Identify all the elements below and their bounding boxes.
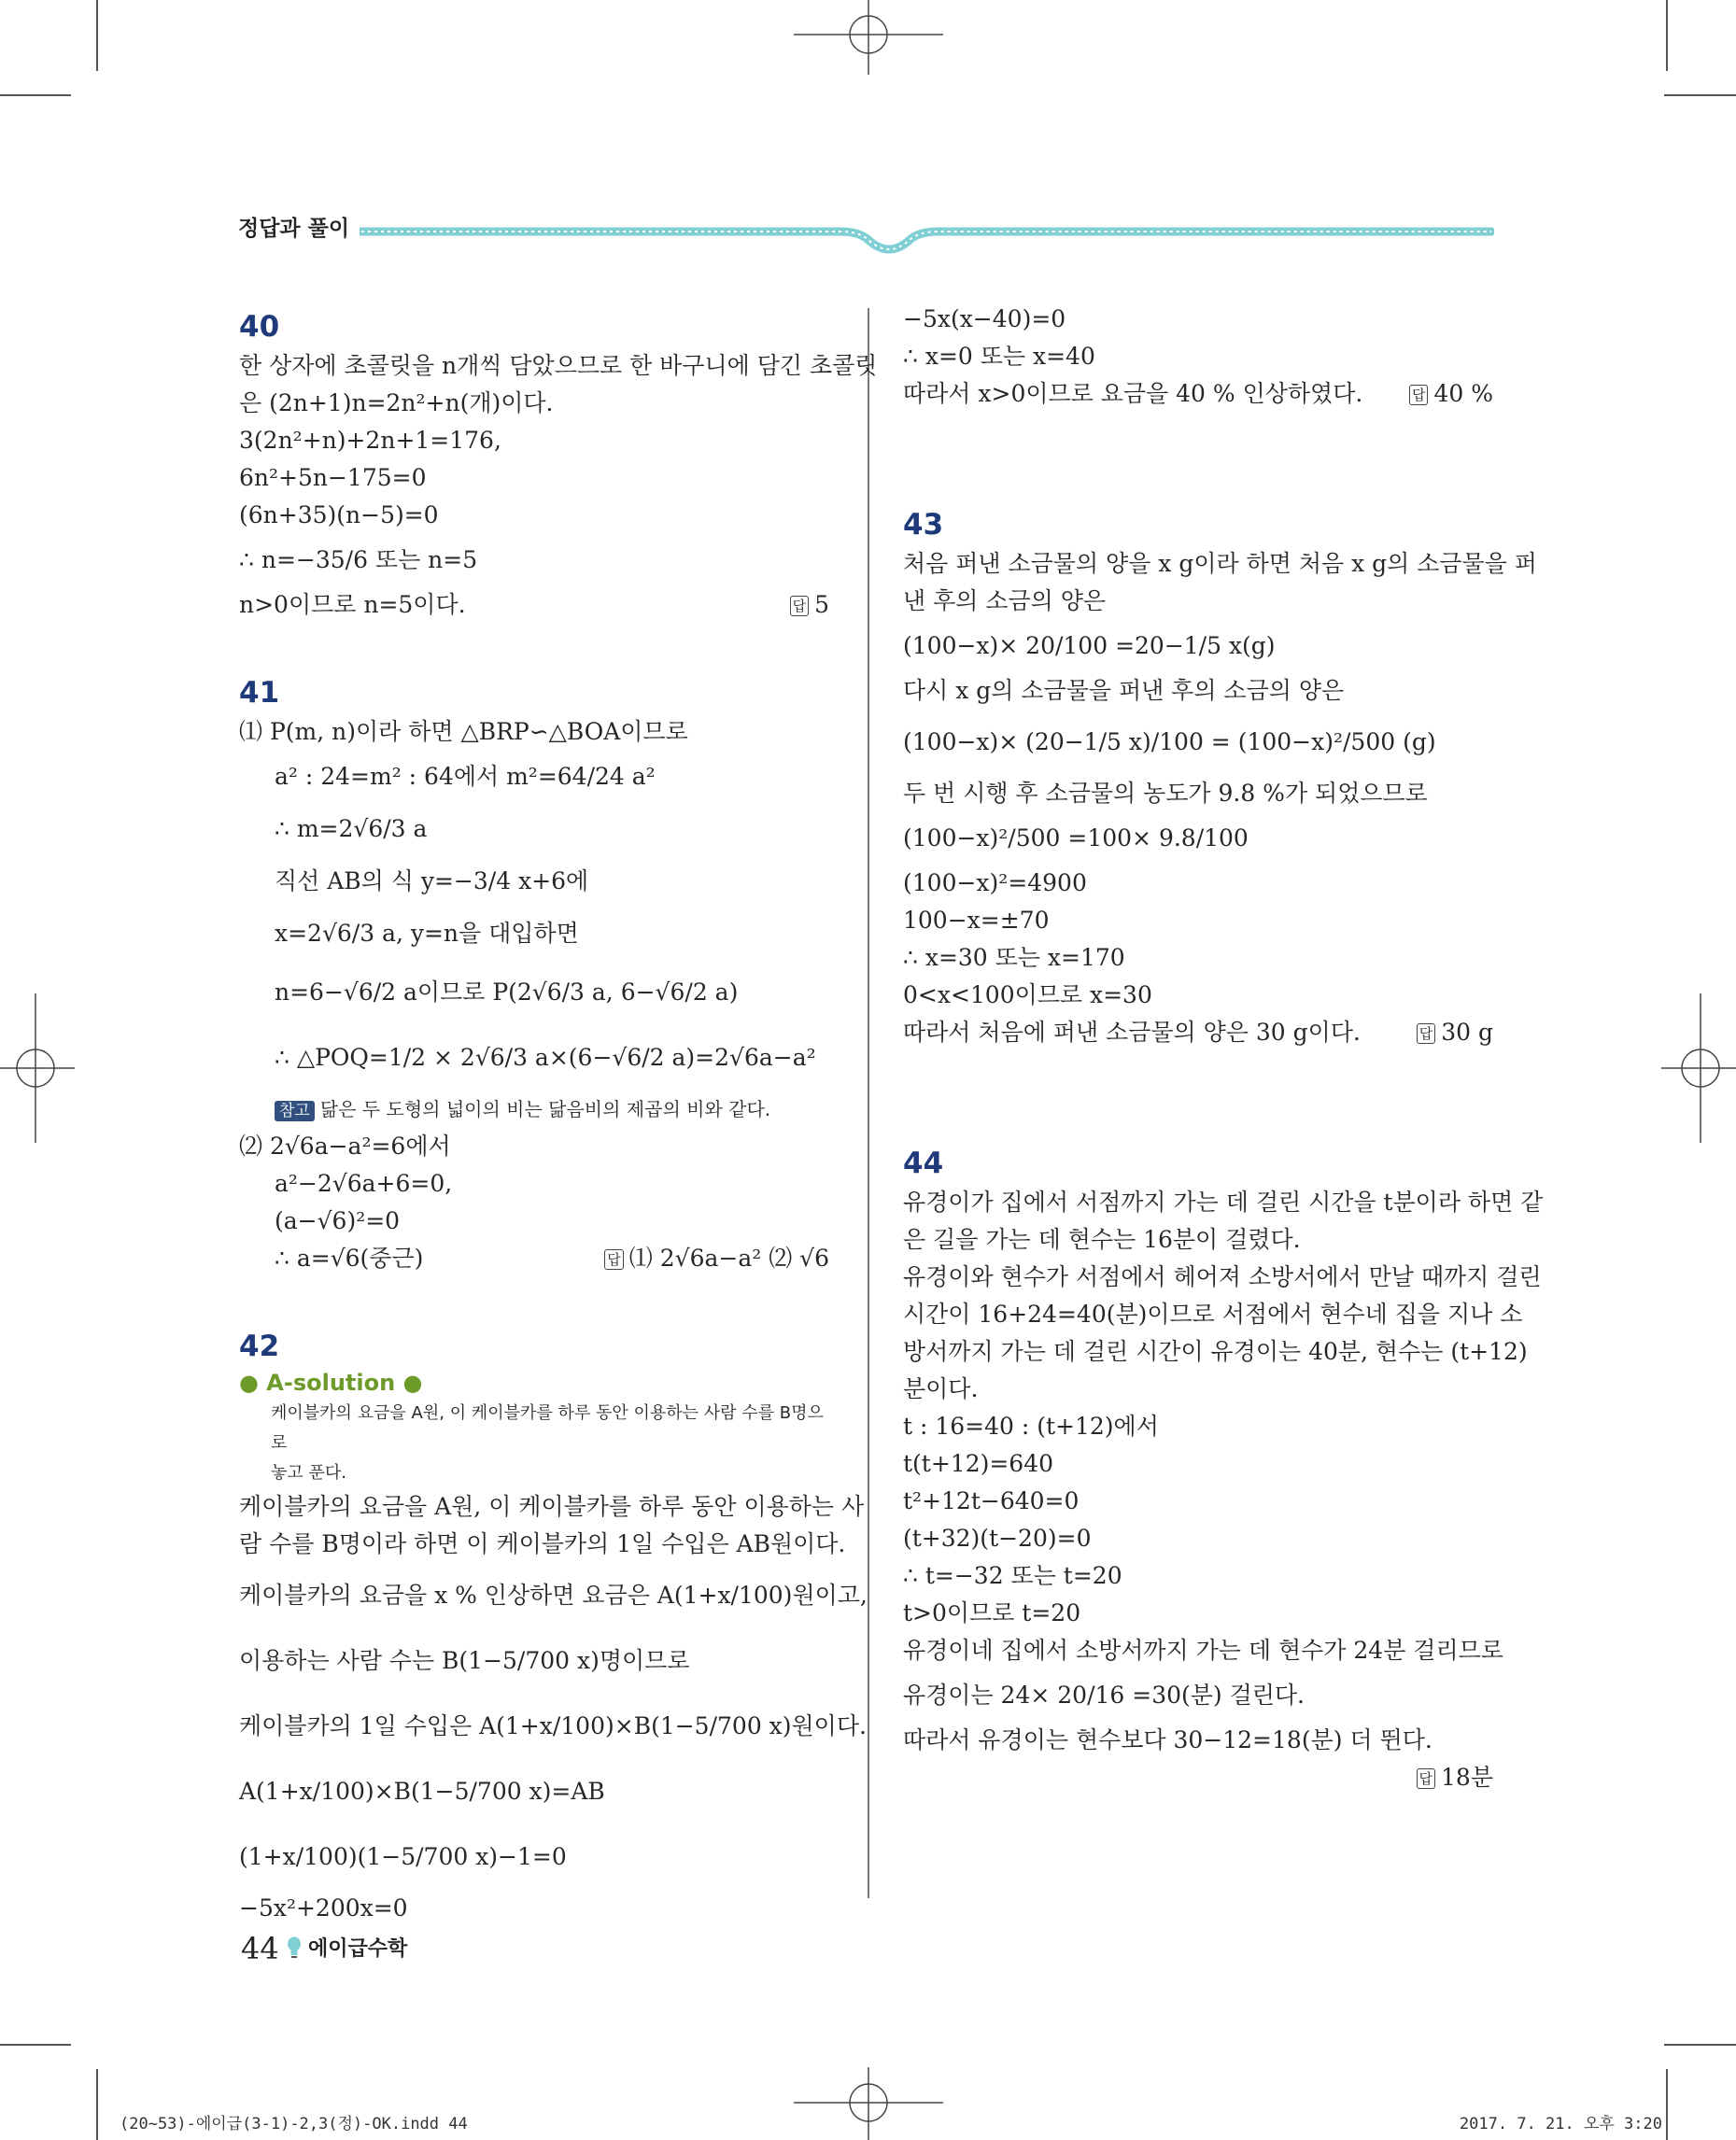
solution-text: 람 수를 B명이라 하면 이 케이블카의 1일 수입은 AB원이다. — [239, 1530, 846, 1557]
right-column — [903, 301, 1544, 1796]
solution-text: 케이블카의 1일 수입은 A(1+x/100)×B(1−5/700 x)원이다. — [239, 1712, 867, 1739]
column-divider — [868, 308, 869, 1898]
spacer — [903, 1051, 1493, 1094]
solution-text: 시간이 16+24=40(분)이므로 서점에서 현수네 집을 지나 소 — [903, 1301, 1523, 1328]
solution-text: 따라서 유경이는 현수보다 30−12=18(분) 더 뛴다. — [903, 1726, 1433, 1753]
solution-line — [239, 751, 829, 803]
solution-text: n>0이므로 n=5이다. — [239, 591, 466, 618]
solution-line — [903, 1557, 1493, 1595]
note-badge: 참고 — [275, 1101, 315, 1121]
answer-mark: 답 — [790, 596, 810, 616]
solution-line — [239, 1165, 829, 1203]
spacer — [239, 624, 829, 667]
answer-mark: 답 — [1409, 385, 1429, 405]
solution-text: t>0이므로 t=20 — [903, 1599, 1081, 1626]
crop-mark — [1666, 0, 1668, 71]
solution-text: ⑴ P(m, n)이라 하면 △BRP∽△BOA이므로 — [239, 718, 688, 745]
solution-line — [239, 855, 829, 908]
solution-text: ∴ t=−32 또는 t=20 — [903, 1562, 1122, 1589]
solution-line — [903, 812, 1493, 865]
solution-text: 따라서 x>0이므로 요금을 40 % 인상하였다. — [903, 380, 1363, 407]
registration-mark — [794, 2067, 943, 2140]
spacer — [903, 413, 1493, 456]
solution-text: ∴ a=√6(중근) — [275, 1245, 424, 1272]
solution-line — [903, 1445, 1493, 1483]
solution-text: (t+32)(t−20)=0 — [903, 1525, 1092, 1552]
solution-line — [903, 775, 1493, 812]
solution-text: 직선 AB의 식 y=−3/4 x+6에 — [275, 867, 589, 894]
solution-line — [903, 545, 1537, 583]
answer-mark: 답 — [1417, 1768, 1436, 1789]
solution-line — [903, 1632, 1503, 1669]
crop-mark — [0, 94, 71, 96]
crop-mark — [1666, 2069, 1668, 2140]
solution-line — [903, 1296, 1523, 1333]
question-number: 44 — [903, 1147, 944, 1180]
header-title: 정답과 풀이 — [238, 217, 350, 241]
solution-text: A(1+x/100)×B(1−5/700 x)=AB — [239, 1778, 605, 1805]
solution-text: (100−x)× (20−1/5 x)/100 = (100−x)²/500 (g) — [903, 728, 1436, 755]
solution-text: 이용하는 사람 수는 B(1−5/700 x)명이므로 — [239, 1647, 690, 1674]
page-number: 44 — [241, 1931, 279, 1966]
solution-text: 0<x<100이므로 x=30 — [903, 981, 1152, 1008]
a-solution-text: 놓고 푼다. — [271, 1463, 346, 1483]
solution-line — [903, 902, 1493, 939]
solution-line — [903, 1014, 1493, 1051]
answer-mark: 답 — [1417, 1023, 1436, 1044]
crop-mark — [1664, 94, 1736, 96]
solution-line — [903, 977, 1493, 1014]
solution-text: 3(2n²+n)+2n+1=176, — [239, 427, 501, 454]
solution-text: (6n+35)(n−5)=0 — [239, 501, 439, 528]
solution-text: 유경이가 집에서 서점까지 가는 데 걸린 시간을 t분이라 하면 같 — [903, 1189, 1544, 1216]
solution-text: 은 길을 가는 데 현수는 16분이 걸렸다. — [903, 1226, 1301, 1253]
slug-file: (20~53)-에이급(3-1)-2,3(정)-OK.indd 44 — [120, 2115, 468, 2133]
spacer — [239, 1277, 829, 1320]
solution-text: 분이다. — [903, 1375, 979, 1402]
solution-text: 케이블카의 요금을 A원, 이 케이블카를 하루 동안 이용하는 사 — [239, 1493, 865, 1520]
solution-line — [903, 1520, 1493, 1557]
solution-text: −5x(x−40)=0 — [903, 305, 1066, 332]
crop-mark — [96, 2069, 98, 2140]
solution-line — [239, 1890, 829, 1927]
solution-line — [239, 422, 829, 459]
solution-line — [903, 375, 1493, 413]
answer-value: 18분 — [1441, 1764, 1493, 1791]
solution-line — [239, 586, 829, 624]
solution-line — [239, 1488, 865, 1526]
registration-mark — [794, 0, 943, 75]
solution-text: ⑵ 2√6a−a²=6에서 — [239, 1133, 451, 1160]
solution-line — [239, 1628, 829, 1694]
solution-text: −5x²+200x=0 — [239, 1894, 408, 1922]
registration-mark — [1661, 993, 1736, 1143]
solution-line — [239, 1203, 829, 1240]
solution-line — [239, 385, 829, 422]
solution-text: 은 (2n+1)n=2n²+n(개)이다. — [239, 389, 554, 416]
solution-line — [239, 1563, 868, 1628]
solution-text: x=2√6/3 a, y=n을 대입하면 — [275, 920, 579, 947]
solution-text: (1+x/100)(1−5/700 x)−1=0 — [239, 1843, 567, 1870]
solution-line — [903, 1483, 1493, 1520]
solution-line — [903, 672, 1493, 710]
solution-text: 방서까지 가는 데 걸린 시간이 유경이는 40분, 현수는 (t+12) — [903, 1338, 1528, 1365]
crop-mark — [1664, 2044, 1736, 2046]
answer-value: ⑴ 2√6a−a² ⑵ √6 — [628, 1245, 829, 1272]
answer-value: 5 — [814, 591, 829, 618]
solution-text: t(t+12)=640 — [903, 1450, 1054, 1477]
solution-line — [239, 1759, 829, 1824]
solution-text: 유경이와 현수가 서점에서 헤어져 소방서에서 만날 때까지 걸린 — [903, 1263, 1542, 1290]
solution-line — [903, 1669, 1493, 1722]
solution-line — [239, 534, 829, 586]
solution-line — [903, 583, 1493, 620]
solution-text: 처음 퍼낸 소금물의 양을 x g이라 하면 처음 x g의 소금물을 퍼 — [903, 550, 1537, 577]
spacer — [903, 1094, 1493, 1137]
solution-text: ∴ x=30 또는 x=170 — [903, 944, 1125, 971]
question-number: 43 — [903, 508, 944, 542]
solution-text: a²−2√6a+6=0, — [275, 1170, 453, 1197]
solution-line — [903, 1221, 1493, 1259]
solution-line — [239, 1128, 829, 1165]
solution-text: 한 상자에 초콜릿을 n개씩 담았으므로 한 바구니에 담긴 초콜릿 — [239, 352, 878, 379]
answer — [1409, 375, 1493, 413]
solution-line — [903, 1184, 1544, 1221]
solution-line — [903, 865, 1493, 902]
left-column — [239, 301, 878, 1927]
solution-text: (100−x)²=4900 — [903, 869, 1087, 896]
slug-timestamp: 2017. 7. 21. 오후 3:20 — [1459, 2115, 1662, 2133]
solution-text: 6n²+5n−175=0 — [239, 464, 427, 491]
question-number: 41 — [239, 676, 280, 710]
solution-line — [239, 908, 829, 960]
solution-line — [239, 1240, 829, 1277]
solution-line — [239, 1694, 867, 1759]
solution-line — [239, 497, 829, 534]
note-text: 닮은 두 도형의 넓이의 비는 닮음비의 제곱의 비와 같다. — [319, 1098, 771, 1120]
solution-line — [903, 301, 1493, 338]
question-number: 40 — [239, 310, 280, 344]
solution-line — [903, 338, 1493, 375]
solution-text: 유경이는 24× 20/16 =30(분) 걸린다. — [903, 1682, 1306, 1709]
solution-text: ∴ n=−35/6 또는 n=5 — [239, 546, 478, 573]
question-number: 42 — [239, 1330, 280, 1363]
solution-line — [903, 1259, 1542, 1296]
solution-text: 유경이네 집에서 소방서까지 가는 데 현수가 24분 걸리므로 — [903, 1637, 1503, 1664]
solution-line — [239, 1025, 829, 1091]
solution-line — [239, 803, 829, 855]
solution-text: (100−x)²/500 =100× 9.8/100 — [903, 824, 1249, 852]
solution-text: 낸 후의 소금의 양은 — [903, 587, 1107, 614]
answer-value: 30 g — [1441, 1019, 1493, 1046]
solution-text: ∴ △POQ=1/2 × 2√6/3 a×(6−√6/2 a)=2√6a−a² — [275, 1044, 816, 1071]
registration-mark — [0, 993, 75, 1143]
solution-line — [903, 620, 1493, 672]
lightbulb-icon — [286, 1936, 303, 1959]
a-solution-label: ● A-solution ● — [239, 1370, 423, 1396]
solution-line — [239, 347, 878, 385]
solution-text: (100−x)× 20/100 =20−1/5 x(g) — [903, 632, 1276, 659]
solution-line — [239, 960, 829, 1025]
solution-line — [239, 1824, 829, 1890]
solution-line — [903, 1371, 1493, 1408]
solution-line — [903, 939, 1493, 977]
header-divider — [360, 219, 1494, 259]
answer-value: 40 % — [1433, 380, 1493, 407]
solution-line — [903, 1333, 1528, 1371]
solution-text: t : 16=40 : (t+12)에서 — [903, 1413, 1159, 1440]
solution-text: ∴ x=0 또는 x=40 — [903, 343, 1095, 370]
solution-line — [239, 459, 829, 497]
answer-mark: 답 — [604, 1249, 624, 1270]
solution-text: n=6−√6/2 a이므로 P(2√6/3 a, 6−√6/2 a) — [275, 978, 739, 1006]
answer — [1417, 1759, 1493, 1796]
solution-line — [903, 1722, 1493, 1759]
solution-text: (a−√6)²=0 — [275, 1207, 401, 1234]
solution-line — [239, 713, 829, 751]
solution-line — [903, 1408, 1493, 1445]
solution-text: 다시 x g의 소금물을 퍼낸 후의 소금의 양은 — [903, 677, 1345, 704]
solution-text: ∴ m=2√6/3 a — [275, 815, 428, 842]
solution-line — [239, 1526, 846, 1563]
brand-name: 에이급수학 — [308, 1937, 408, 1961]
note — [239, 1091, 829, 1128]
solution-text: t²+12t−640=0 — [903, 1487, 1080, 1514]
solution-line — [903, 1595, 1493, 1632]
spacer — [903, 456, 1493, 499]
solution-text: 따라서 처음에 퍼낸 소금물의 양은 30 g이다. — [903, 1019, 1361, 1046]
solution-text: a² : 24=m² : 64에서 m²=64/24 a² — [275, 763, 656, 790]
answer — [604, 1240, 829, 1277]
solution-line — [903, 710, 1493, 775]
answer — [1417, 1014, 1493, 1051]
solution-text: 100−x=±70 — [903, 907, 1050, 934]
crop-mark — [96, 0, 98, 71]
crop-mark — [0, 2044, 71, 2046]
solution-text: 케이블카의 요금을 x % 인상하면 요금은 A(1+x/100)원이고, — [239, 1582, 868, 1609]
a-solution-text: 케이블카의 요금을 A원, 이 케이블카를 하루 동안 이용하는 사람 수를 B명으로 — [271, 1403, 824, 1453]
answer — [790, 586, 829, 624]
solution-text: 두 번 시행 후 소금물의 농도가 9.8 %가 되었으므로 — [903, 780, 1428, 807]
